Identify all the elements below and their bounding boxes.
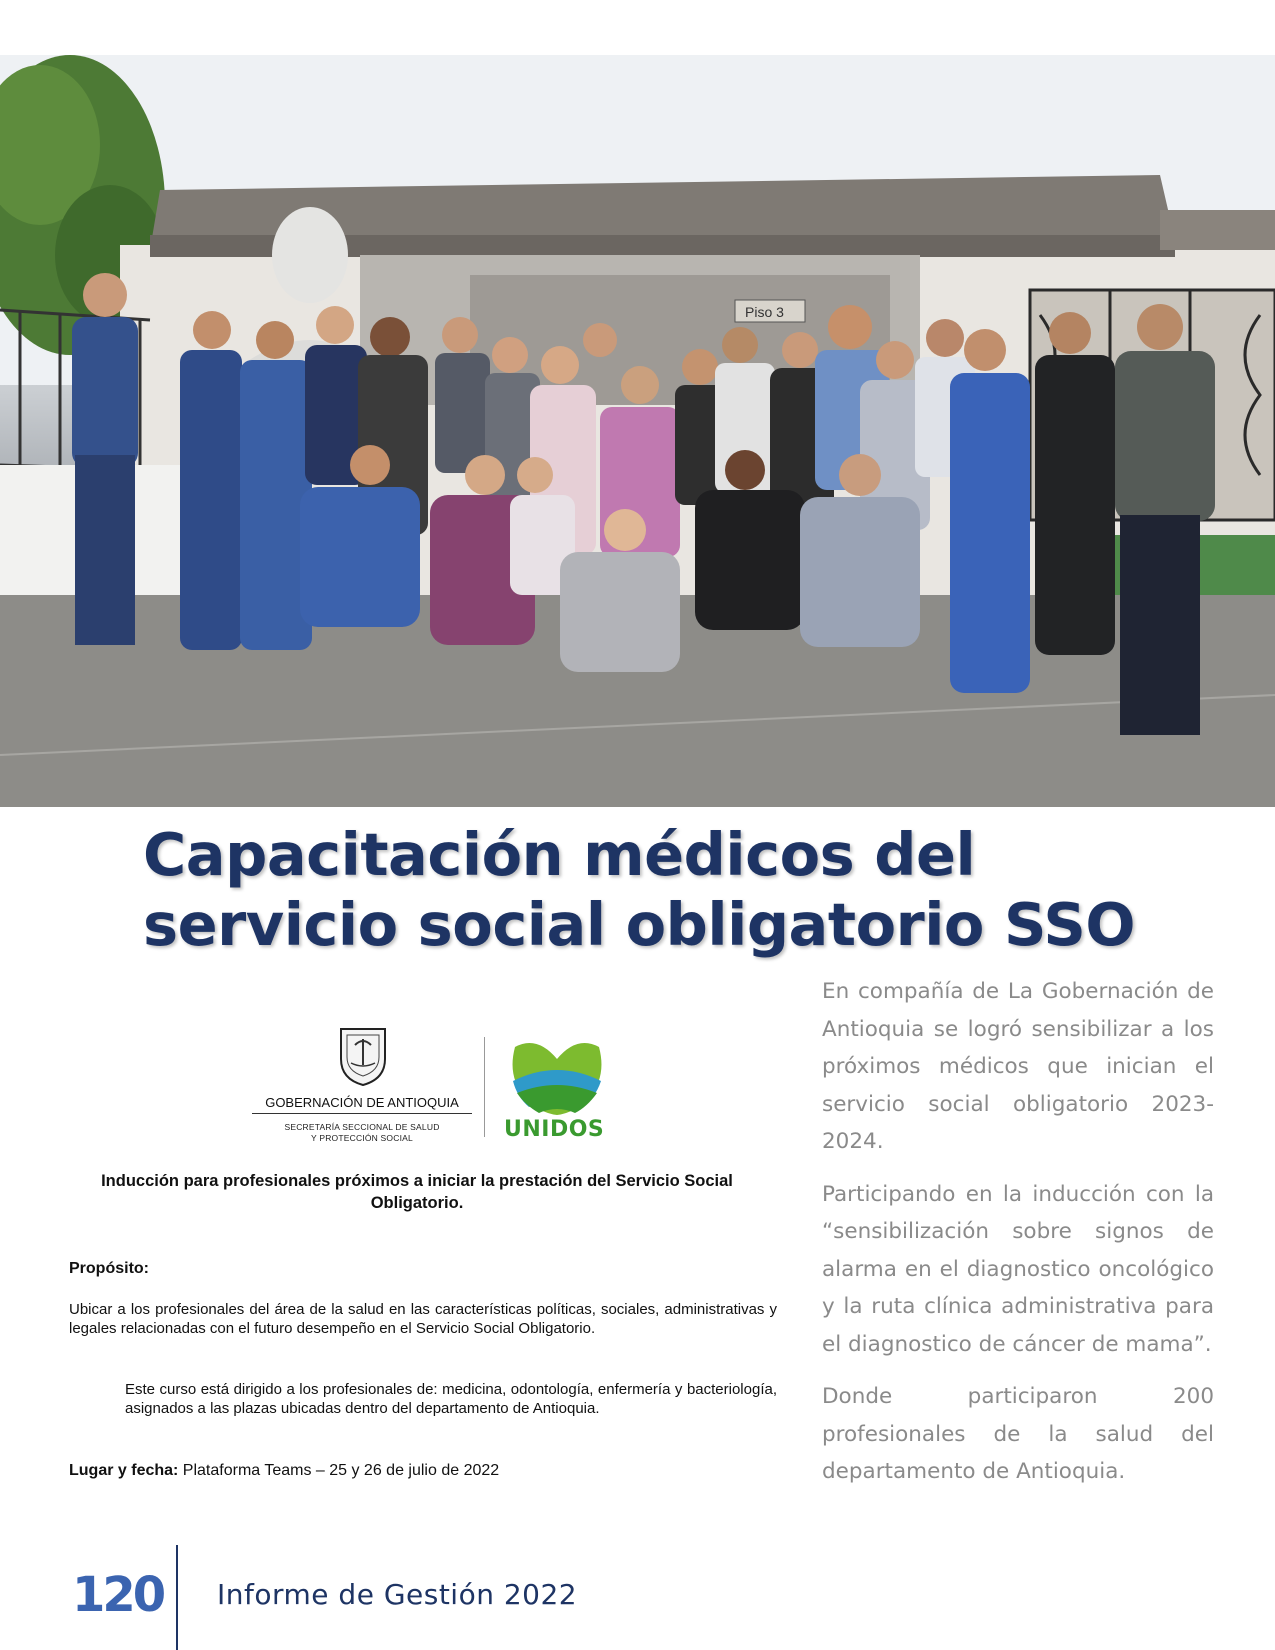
unidos-heart-icon [507, 1037, 607, 1117]
title-line-2: servicio social obligatorio SSO [143, 890, 1135, 959]
footer-report-title: Informe de Gestión 2022 [217, 1578, 578, 1611]
gov-subtitle-1: SECRETARÍA SECCIONAL DE SALUD [284, 1122, 440, 1132]
body-paragraph-3: Donde participaron 200 profesionales de la salud del departamento de Antioquia. [822, 1384, 1214, 1484]
unidos-logo-text: UNIDOS [504, 1117, 605, 1142]
body-text-column [822, 973, 1214, 1506]
document-heading: Inducción para profesionales próximos a iniciar la prestación del Servicio Social Obligatorio. [101, 1172, 733, 1212]
body-paragraph-1: En compañía de La Gobernación de Antioquia se logró sensibilizar a los próximos médicos que inician el servicio social obligatorio 2023-2024. [822, 979, 1214, 1154]
page-number: 120 [72, 1567, 164, 1623]
place-label: Lugar y fecha: [69, 1462, 179, 1479]
footer-divider [176, 1545, 178, 1650]
coat-of-arms-icon [337, 1025, 389, 1087]
purpose-text: Ubicar a los profesionales del área de la salud en las características políticas, sociales, administrativas y legales relacionadas con el futuro desempeño en el Servicio Social Obligatorio. [69, 1301, 777, 1337]
gov-subtitle-2: Y PROTECCIÓN SOCIAL [311, 1133, 413, 1143]
floor-sign: Piso 3 [745, 304, 784, 320]
logo-divider [484, 1037, 485, 1137]
audience-text: Este curso está dirigido a los profesionales de: medicina, odontología, enfermería y bacteriología, asignados a las plazas ubicadas dentro del departamento de Antioquia. [125, 1381, 777, 1417]
logo-bar [252, 1025, 652, 1143]
body-paragraph-2: Participando en la inducción con la “sensibilización sobre signos de alarma en el diagnostico oncológico y la ruta clínica administrativa para el diagnostico de cáncer de mama”. [822, 1181, 1214, 1357]
induction-document-image [62, 1015, 784, 1505]
group-photo [0, 55, 1275, 807]
gov-name: GOBERNACIÓN DE ANTIOQUIA [252, 1095, 472, 1114]
title-line-1: Capacitación médicos del [143, 820, 976, 889]
place-and-date [69, 1462, 777, 1480]
gobernacion-logo [252, 1025, 472, 1143]
place-value: Plataforma Teams – 25 y 26 de julio de 2022 [178, 1462, 500, 1479]
purpose-label: Propósito: [69, 1260, 149, 1277]
page-title [143, 820, 1243, 960]
